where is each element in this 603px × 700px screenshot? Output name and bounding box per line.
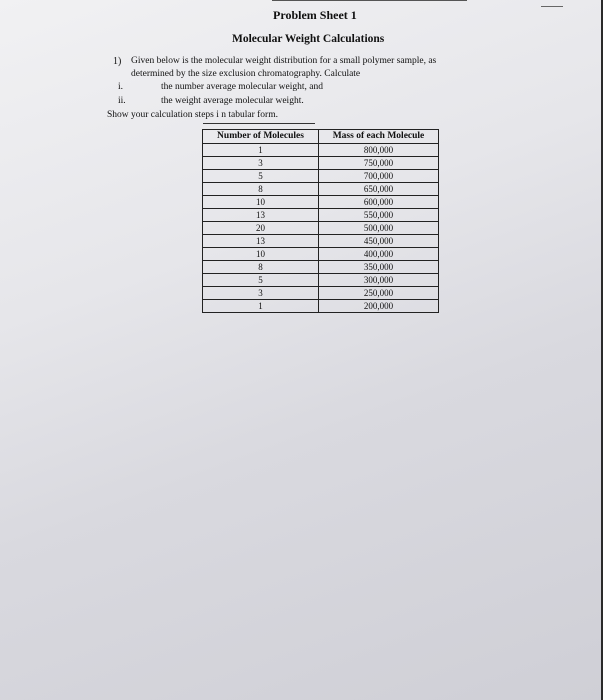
- header-mass-of-each-molecule: Mass of each Molecule: [319, 130, 439, 144]
- table-row: [203, 144, 439, 157]
- item-numeral-2: ii.: [118, 96, 126, 106]
- top-border-line: [272, 0, 467, 1]
- table-row: [203, 235, 439, 248]
- table-row: [203, 196, 439, 209]
- distribution-table: [202, 129, 439, 313]
- cell-mass: 750,000: [319, 157, 439, 170]
- table-row: [203, 157, 439, 170]
- cell-mass: 500,000: [319, 222, 439, 235]
- table-row: [203, 248, 439, 261]
- table-row: [203, 274, 439, 287]
- item-text-2: the weight average molecular weight.: [161, 96, 304, 106]
- cell-count: 1: [203, 300, 319, 313]
- cell-count: 10: [203, 196, 319, 209]
- cell-mass: 300,000: [319, 274, 439, 287]
- cell-count: 8: [203, 183, 319, 196]
- instruction-underline: [203, 123, 315, 124]
- header-number-of-molecules: Number of Molecules: [203, 130, 319, 144]
- sheet-title: Problem Sheet 1: [273, 8, 357, 22]
- cell-mass: 650,000: [319, 183, 439, 196]
- item-numeral-1: i.: [118, 82, 124, 92]
- cell-mass: 700,000: [319, 170, 439, 183]
- corner-mark: [541, 6, 563, 7]
- table-row: [203, 261, 439, 274]
- table-row: [203, 287, 439, 300]
- table-row: [203, 183, 439, 196]
- cell-count: 3: [203, 287, 319, 300]
- cell-mass: 350,000: [319, 261, 439, 274]
- cell-count: 1: [203, 144, 319, 157]
- question-line-2: determined by the size exclusion chromatography. Calculate: [131, 69, 361, 79]
- cell-count: 13: [203, 235, 319, 248]
- cell-mass: 550,000: [319, 209, 439, 222]
- table-header-row: [203, 130, 439, 144]
- cell-mass: 450,000: [319, 235, 439, 248]
- instruction-line: Show your calculation steps i n tabular form.: [107, 110, 278, 120]
- cell-mass: 600,000: [319, 196, 439, 209]
- cell-count: 3: [203, 157, 319, 170]
- cell-count: 10: [203, 248, 319, 261]
- question-number: 1): [113, 56, 122, 67]
- cell-count: 13: [203, 209, 319, 222]
- cell-count: 20: [203, 222, 319, 235]
- cell-mass: 800,000: [319, 144, 439, 157]
- question-line-1: Given below is the molecular weight distribution for a small polymer sample, as: [131, 56, 437, 66]
- cell-mass: 400,000: [319, 248, 439, 261]
- table-row: [203, 170, 439, 183]
- cell-mass: 250,000: [319, 287, 439, 300]
- item-text-1: the number average molecular weight, and: [161, 82, 323, 92]
- cell-count: 8: [203, 261, 319, 274]
- cell-mass: 200,000: [319, 300, 439, 313]
- table-row: [203, 222, 439, 235]
- cell-count: 5: [203, 274, 319, 287]
- table-row: [203, 209, 439, 222]
- sheet-subtitle: Molecular Weight Calculations: [232, 33, 385, 45]
- table-row: [203, 300, 439, 313]
- cell-count: 5: [203, 170, 319, 183]
